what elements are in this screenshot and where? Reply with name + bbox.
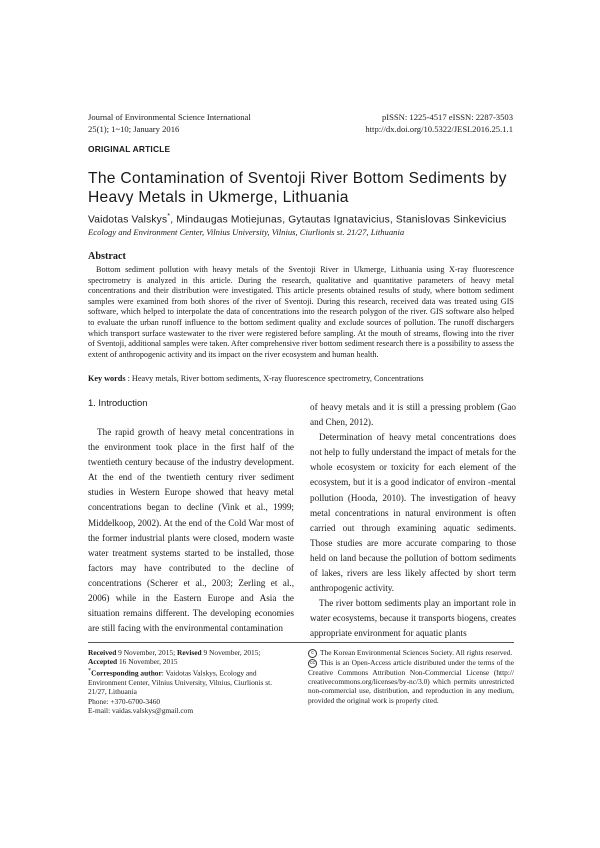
phone: Phone: +370-6700-3460 — [88, 696, 161, 706]
corresponding-author — [88, 667, 288, 697]
article-type: ORIGINAL ARTICLE — [88, 144, 171, 154]
keywords-text: Heavy metals, River bottom sediments, X-ray fluorescence spectrometry, Concentrations — [131, 374, 424, 383]
keywords-label: Key words — [88, 374, 126, 383]
issn: pISSN: 1225-4517 eISSN: 2287-3503 — [381, 112, 513, 122]
intro-paragraph-1: The rapid growth of heavy metal concentrations in the environment took place in the first half of the twentieth century because of the industry development. At the end of the twentieth century river sediment studies in Western Europe showed that heavy metal concentrations began to decline (Vink et al., 1999; Middelkoop, 2002). At the end of the Cold War most of the former industrial plants were closed, modern waste water treatment systems started to be installed, those factors may have contributed to the decline of concentrations (Scherer et al., 2003; Zerling et al., 2006) while in the Eastern Europe and Asia the situation remains different. The developing economies are still facing with the environmental contamination — [88, 427, 294, 634]
accepted-date: 16 November, 2015 — [117, 657, 178, 667]
email[interactable]: E-mail: vaidas.valskys@gmail.com — [88, 705, 194, 715]
license-text: This is an Open-Access article distributed under the terms of the Creative Commons Attribution Non-Commercial License (http:// creativecommons.org/licenses/by-nc/3.0) which permits unrestricted non-commercial use, distribution, and reproduction in any medium, provided the original work is properly cited. — [308, 657, 514, 705]
author-list — [88, 211, 518, 226]
accepted-line — [88, 657, 288, 666]
corresponding-mark: * — [167, 213, 171, 220]
left-column — [88, 397, 294, 636]
issn-header — [365, 111, 513, 135]
creative-commons-icon: cc — [310, 659, 315, 666]
corresponding-label: Corresponding author — [91, 668, 162, 678]
corresponding-footnote-mark: * — [88, 667, 92, 674]
accepted-label: Accepted — [88, 657, 118, 667]
paper-title: The Contamination of Sventoji River Bottom Sediments by Heavy Metals in Ukmerge, Lithuania — [88, 170, 507, 206]
doi-link[interactable]: http://dx.doi.org/10.5322/JESI.2016.25.1.1 — [365, 124, 513, 134]
received-date: 9 November, 2015; — [116, 648, 177, 657]
journal-name: Journal of Environmental Science International — [88, 112, 251, 122]
article-history — [88, 648, 288, 715]
copyright-text: The Korean Environmental Sciences Society. All rights reserved. — [320, 648, 513, 657]
intro-paragraph-1-continued: of heavy metals and it is still a pressing problem (Gao and Chen, 2012). — [310, 402, 516, 428]
received-label: Received — [88, 648, 117, 657]
journal-header — [88, 111, 251, 135]
author-rest: , Mindaugas Motiejunas, Gytautas Ignatavicius, Stanislovas Sinkevicius — [170, 214, 507, 226]
author-first: Vaidotas Valskys — [88, 214, 168, 226]
keywords — [88, 374, 514, 385]
affiliation: Ecology and Environment Center, Vilnius University, Vilnius, Ciurlionis st. 21/27, Lithuania — [88, 227, 405, 237]
revised-date: 9 November, 2015; — [201, 648, 261, 657]
copyright-license — [308, 648, 514, 705]
abstract-text: Bottom sediment pollution with heavy metals of the Sventoji River in Ukmerge, Lithuania using X-ray fluorescence spectrometry is analyzed in this article. During the research, qualitative and quantitative parameters of heavy metal concentrations and their distribution were investigated. This article presents obtained results of study, where bottom sediment samples were examined from both shores of the river of Sventoji. During this research, received data was treated using GIS software, which helped to interpolate the data of concentrations into the research polygon of the river. GIS software also helped to evaluate the urban runoff influence to the bottom sediment quality and exclude sources of pollution. The runoff dischargers which transport surface wastewater to the river were registered before sampling. At the mouth of streams, flowing into the river of Sventoji, additional samples were taken. After comprehensive river bottom sediment research there is a possibility to assess the extent of anthropogenic activity and its impact on the river ecosystem and human health. — [88, 265, 514, 359]
corresponding-text: : Vaidotas Valskys, Ecology and Environment Center, Vilnius University, Vilnius, Ciurlionis st. 21/27, Lithuania — [88, 668, 273, 697]
intro-paragraph-3: The river bottom sediments play an important role in water ecosystems, because it transports biogens, creates appropriate environment for aquatic plants — [310, 598, 516, 639]
abstract-heading: Abstract — [88, 251, 126, 262]
intro-paragraph-2: Determination of heavy metal concentrations does not help to fully understand the impact of metals for the whole ecosystem or toxicity for each element of the ecosystem, but it is a good indicator of environ -mental pollution (Hooda, 2010). The investigation of heavy metal concentrations in natural environment is often carried out through examining aquatic sediments. Those studies are more accurate comparing to those held on land because the pollution of bottom sediments of lakes, rivers are less likely affected by short term anthropogenic activity. — [310, 432, 516, 594]
license-line — [308, 658, 514, 705]
copyright-line — [308, 648, 514, 658]
section-heading-introduction: 1. Introduction — [88, 397, 148, 408]
dates-line — [88, 648, 288, 657]
keywords-separator: : — [125, 374, 132, 383]
copyright-icon: c — [308, 649, 317, 658]
volume-issue: 25(1); 1~10; January 2016 — [88, 124, 180, 134]
footer-divider — [88, 642, 514, 643]
revised-label: Revised — [177, 648, 202, 657]
right-column — [310, 400, 516, 642]
